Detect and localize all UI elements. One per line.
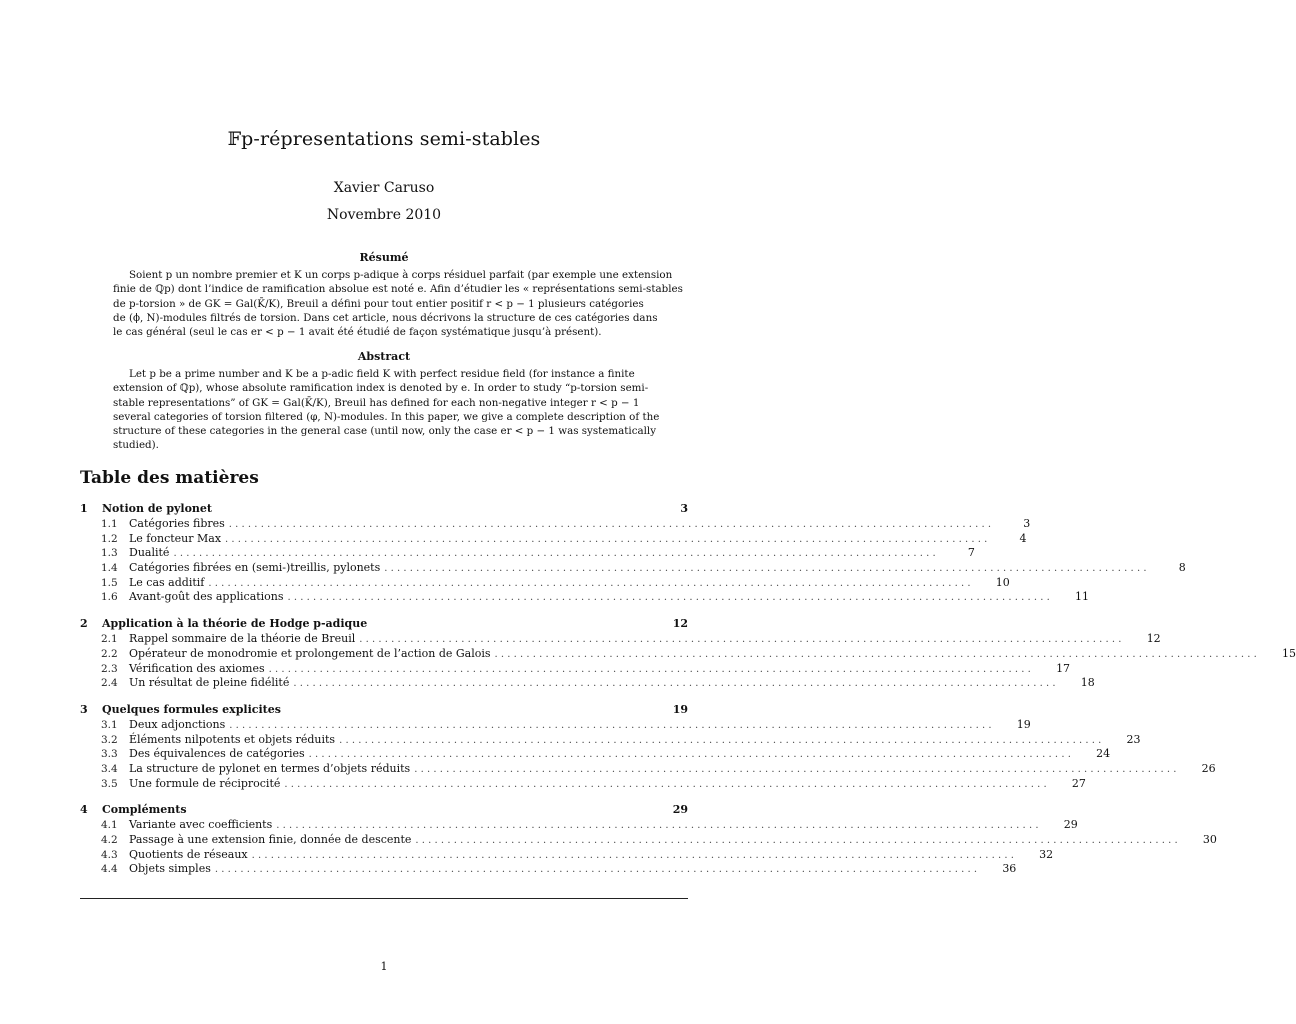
toc-leader-dots: ........................................................................................................................ (225, 533, 991, 545)
toc-entry-number: 4.4 (101, 863, 118, 876)
toc-entry[interactable] (80, 732, 1141, 748)
toc-leader-dots: ........................................................................................................................ (268, 663, 1035, 675)
toc-entry[interactable] (80, 717, 1031, 733)
toc-entry-number: 2.4 (101, 677, 118, 690)
resume-heading: Résumé (359, 251, 409, 264)
toc-entry-title: Éléments nilpotents et objets réduits (129, 732, 336, 746)
resume-line: Soient p un nombre premier et K un corps p-adique à corps résiduel parfait (par exemple une extension (129, 269, 673, 281)
toc-leader-dots: ........................................................................................................................ (494, 648, 1260, 660)
toc-leader-dots: ........................................................................................................................ (173, 548, 939, 560)
toc-entry-title: Avant-goût des applications (129, 590, 284, 604)
toc-entry-page: 8 (1178, 561, 1186, 575)
toc-leader-dots: ........................................................................................................................ (229, 719, 995, 731)
toc-leader-dots: ........................................................................................................................ (339, 734, 1105, 746)
toc-entry-page: 26 (1201, 761, 1216, 775)
toc-leader-dots: ........................................................................................................................ (293, 678, 1059, 690)
toc-entry-number: 4.2 (101, 834, 118, 846)
toc-entry-page: 7 (967, 546, 975, 560)
toc-section-number: 4 (80, 803, 88, 817)
toc-section[interactable] (80, 701, 688, 718)
toc-entry-title: Des équivalences de catégories (129, 747, 305, 761)
toc-entry-title: Rappel sommaire de la théorie de Breuil (129, 632, 356, 646)
abstract-line: structure of these categories in the general case (until now, only the case er < p − 1 was systematically (113, 425, 657, 438)
toc-entry[interactable] (80, 862, 1017, 877)
toc-entry-number: 2.3 (101, 662, 118, 675)
toc-entry[interactable] (80, 590, 1089, 605)
toc-entry-title: Objets simples (129, 862, 211, 876)
toc-entry-title: Une formule de réciprocité (129, 776, 281, 790)
toc-entry-title: Opérateur de monodromie et prolongement de l’action de Galois (129, 646, 491, 660)
toc-entry[interactable] (80, 646, 1296, 662)
toc-section-page: 19 (672, 702, 688, 716)
table-of-contents (80, 500, 1296, 877)
toc-section-title: Application à la théorie de Hodge p-adique (102, 617, 368, 631)
toc-entry-number: 4.3 (101, 848, 118, 861)
toc-entry[interactable] (80, 561, 1186, 576)
toc-leader-dots: ........................................................................................................................ (287, 592, 1053, 604)
toc-section-page: 29 (672, 803, 688, 817)
toc-entry-page: 30 (1202, 833, 1217, 846)
toc-entry[interactable] (80, 661, 1071, 677)
toc-entry-title: Variante avec coefficients (129, 818, 273, 832)
toc-leader-dots: ........................................................................................................................ (384, 563, 1150, 575)
toc-entry-title: Quotients de réseaux (129, 847, 248, 861)
toc-entry-page: 29 (1063, 818, 1078, 832)
toc-entry-title: Dualité (129, 546, 170, 560)
toc-entry-page: 27 (1071, 776, 1086, 790)
toc-entry-page: 36 (1002, 862, 1017, 876)
toc-entry[interactable] (80, 531, 1027, 547)
toc-entry[interactable] (80, 761, 1216, 777)
toc-entry-title: Le foncteur Max (129, 531, 222, 545)
toc-section[interactable] (80, 615, 688, 632)
toc-leader-dots: ........................................................................................................................ (276, 820, 1042, 832)
resume-line: le cas général (seul le cas er < p − 1 avait été étudié de façon systématique jusqu’à présent). (113, 326, 602, 339)
toc-entry-title: La structure de pylonet en termes d’objets réduits (129, 761, 411, 775)
toc-entry[interactable] (80, 847, 1054, 863)
toc-entry[interactable] (80, 676, 1095, 691)
toc-entry[interactable] (80, 776, 1086, 792)
toc-entry-page: 18 (1080, 676, 1095, 690)
toc-leader-dots: ........................................................................................................................ (214, 864, 981, 876)
toc-entry-number: 1.5 (101, 576, 118, 589)
toc-entry-page: 15 (1281, 646, 1296, 660)
abstract-line: Let p be a prime number and K be a p-adic field K with perfect residue field (for instance a finite (129, 368, 635, 380)
toc-entry-number: 2.1 (101, 633, 118, 646)
toc-entry-number: 1.3 (101, 547, 118, 560)
toc-entry[interactable] (80, 747, 1111, 762)
toc-section-number: 3 (80, 702, 88, 716)
toc-entry-title: Vérification des axiomes (129, 661, 265, 675)
toc-entry-title: Catégories fibres (129, 517, 225, 530)
toc-leader-dots: ........................................................................................................................ (359, 634, 1125, 646)
toc-section-number: 1 (80, 502, 88, 515)
toc-entry-number: 3.1 (101, 718, 118, 731)
page-number: 1 (380, 960, 388, 973)
toc-leader-dots: ........................................................................................................................ (308, 749, 1075, 761)
toc-leader-dots: ........................................................................................................................ (284, 778, 1050, 790)
toc-entry-title: Catégories fibrées en (semi-)treillis, pylonets (129, 561, 381, 575)
resume-body (113, 268, 683, 339)
toc-entry-number: 3.5 (101, 777, 118, 790)
toc-entry-number: 1.1 (101, 518, 118, 530)
toc-entry-title: Le cas additif (129, 575, 205, 589)
toc-entry-number: 4.1 (101, 819, 118, 832)
toc-entry-page: 3 (1023, 517, 1031, 530)
toc-entry[interactable] (80, 517, 1031, 532)
toc-entry[interactable] (80, 833, 1217, 848)
toc-entry[interactable] (80, 575, 1010, 591)
toc-entry-number: 3.4 (101, 762, 118, 775)
toc-entry-number: 1.6 (101, 591, 118, 604)
toc-entry-title: Deux adjonctions (129, 717, 226, 731)
paper-author: Xavier Caruso (333, 180, 435, 196)
toc-section-title: Quelques formules explicites (102, 702, 281, 716)
toc-entry-number: 3.2 (101, 733, 118, 746)
toc-entry-page: 23 (1126, 732, 1141, 746)
toc-leader-dots: ........................................................................................................................ (208, 577, 974, 589)
abstract-line: several categories of torsion filtered (φ, N)-modules. In this paper, we give a complete description of the (113, 410, 660, 423)
toc-entry-page: 19 (1016, 717, 1031, 731)
abstract-line: studied). (113, 439, 159, 452)
paper-date: Novembre 2010 (326, 207, 442, 223)
toc-entry-title: Passage à une extension finie, donnée de descente (129, 833, 412, 846)
toc-leader-dots: ........................................................................................................................ (251, 849, 1018, 861)
toc-entry-page: 4 (1019, 531, 1027, 545)
toc-entry-number: 2.2 (101, 647, 118, 660)
toc-entry[interactable] (80, 818, 1078, 833)
toc-entry-number: 3.3 (101, 748, 118, 761)
abstract-body (113, 367, 660, 453)
toc-heading: Table des matières (80, 468, 259, 488)
abstract-line: extension of ℚp), whose absolute ramification index is denoted by e. In order to study “p-torsion semi- (113, 382, 649, 395)
toc-entry[interactable] (80, 546, 975, 561)
abstract-line: stable representations” of GK = Gal(K̄/K), Breuil has defined for each non-negative integer r < p − 1 (113, 396, 640, 409)
toc-entry-number: 1.2 (101, 532, 118, 545)
resume-line: finie de ℚp) dont l’indice de ramification absolue est noté e. Afin d’étudier les « représentations semi-stables (113, 283, 683, 296)
toc-section-page: 3 (680, 502, 688, 515)
toc-entry-title: Un résultat de pleine fidélité (129, 676, 290, 690)
toc-section-number: 2 (80, 617, 88, 631)
toc-entry[interactable] (80, 632, 1161, 647)
toc-leader-dots: ........................................................................................................................ (414, 763, 1180, 775)
toc-entry-number: 1.4 (101, 562, 118, 575)
resume-line: de (ϕ, N)-modules filtrés de torsion. Dans cet article, nous décrivons la structure de ces catégories dans (113, 311, 658, 324)
toc-entry-page: 10 (995, 575, 1010, 589)
toc-entry-page: 24 (1096, 747, 1111, 761)
paper-title: 𝔽p-répresentations semi-stables (227, 128, 541, 150)
abstract-heading: Abstract (357, 350, 411, 363)
toc-section[interactable] (80, 500, 688, 517)
toc-section-title: Notion de pylonet (102, 502, 213, 515)
toc-leader-dots: ........................................................................................................................ (228, 519, 995, 530)
toc-section[interactable] (80, 801, 688, 818)
toc-entry-page: 12 (1146, 632, 1161, 646)
toc-section-title: Compléments (102, 803, 187, 817)
toc-entry-page: 32 (1039, 847, 1054, 861)
footer-rule (80, 898, 688, 899)
resume-line: de p-torsion » de GK = Gal(K̄/K), Breuil a défini pour tout entier positif r < p − 1 plusieurs catégories (113, 297, 644, 310)
toc-entry-page: 17 (1056, 661, 1071, 675)
toc-entry-page: 11 (1075, 590, 1089, 604)
toc-leader-dots: ........................................................................................................................ (415, 835, 1181, 846)
toc-section-page: 12 (672, 617, 688, 631)
